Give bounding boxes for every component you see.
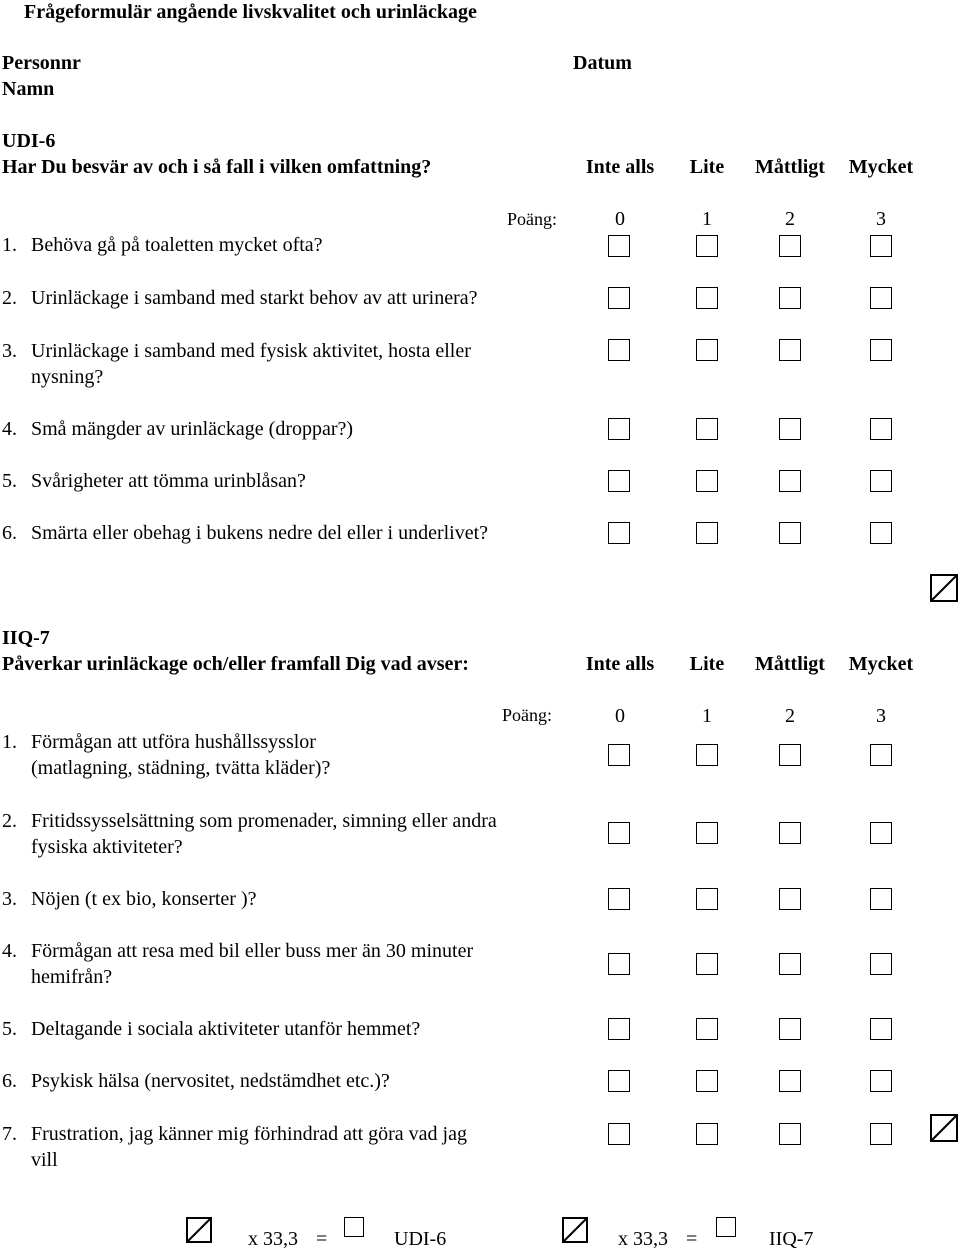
iiq-q3-checkbox-2[interactable] [779,888,801,910]
iiq-q6-checkbox-3[interactable] [870,1070,892,1092]
iiq-question: Påverkar urinläckage och/eller framfall Dig vad avser: [2,653,469,675]
udi-q4-checkbox-0[interactable] [608,418,630,440]
udi-q6-checkbox-0[interactable] [608,522,630,544]
udi-q5-checkbox-2[interactable] [779,470,801,492]
iiq-item-text: Fritidssysselsättning som promenader, simning eller andra [31,810,497,832]
udi-q3-checkbox-3[interactable] [870,339,892,361]
udi-q3-checkbox-2[interactable] [779,339,801,361]
udi-col-mycket: Mycket [848,156,914,178]
iiq-q6-checkbox-2[interactable] [779,1070,801,1092]
iiq-item-text: Deltagande i sociala aktiviteter utanför hemmet? [31,1018,421,1040]
iiq-q7-checkbox-3[interactable] [870,1123,892,1145]
iiq-q6-checkbox-1[interactable] [696,1070,718,1092]
iiq-sum-box[interactable] [930,1114,958,1142]
iiq-multiplier: x 33,3 [618,1228,668,1250]
iiq-item-number: 2. [2,810,17,832]
udi-q1-checkbox-1[interactable] [696,235,718,257]
iiq-q2-checkbox-1[interactable] [696,822,718,844]
iiq-col-inte-alls: Inte alls [585,653,655,675]
udi-item-text: Urinläckage i samband med fysisk aktivitet, hosta eller [31,340,471,362]
iiq-item-number: 7. [2,1123,17,1145]
udi-q5-checkbox-1[interactable] [696,470,718,492]
udi-item-number: 6. [2,522,17,544]
iiq-item-text-cont: (matlagning, städning, tvätta kläder)? [31,757,331,779]
iiq-q4-checkbox-3[interactable] [870,953,892,975]
iiq-q1-checkbox-2[interactable] [779,744,801,766]
iiq-point-3: 3 [876,705,886,727]
iiq-item-text: Frustration, jag känner mig förhindrad att göra vad jag [31,1123,467,1145]
iiq-point-1: 1 [702,705,712,727]
iiq-item-text: Nöjen (t ex bio, konserter )? [31,888,257,910]
udi-multiplier: x 33,3 [248,1228,298,1250]
udi-col-mattligt: Måttligt [755,156,825,178]
iiq-raw-box[interactable] [562,1217,588,1243]
udi-item-text: Urinläckage i samband med starkt behov av att urinera? [31,287,478,309]
iiq-q7-checkbox-1[interactable] [696,1123,718,1145]
iiq-equals: = [686,1228,698,1250]
iiq-item-text-cont: hemifrån? [31,966,113,988]
iiq-col-mycket: Mycket [848,653,914,675]
iiq-q4-checkbox-0[interactable] [608,953,630,975]
udi-q6-checkbox-3[interactable] [870,522,892,544]
udi-q1-checkbox-3[interactable] [870,235,892,257]
udi-item-text: Små mängder av urinläckage (droppar?) [31,418,354,440]
personnr-label: Personnr [2,52,81,74]
udi-question: Har Du besvär av och i så fall i vilken omfattning? [2,156,432,178]
udi-point-3: 3 [876,208,886,230]
udi-q3-checkbox-0[interactable] [608,339,630,361]
iiq-q1-checkbox-3[interactable] [870,744,892,766]
udi-q6-checkbox-2[interactable] [779,522,801,544]
udi-heading: UDI-6 [2,130,56,152]
iiq-item-text-cont: fysiska aktiviteter? [31,836,183,858]
iiq-item-number: 3. [2,888,17,910]
udi-q4-checkbox-1[interactable] [696,418,718,440]
iiq-points-label: Poäng: [502,705,553,725]
iiq-q3-checkbox-0[interactable] [608,888,630,910]
iiq-q5-checkbox-3[interactable] [870,1018,892,1040]
iiq-item-number: 1. [2,731,17,753]
udi-item-text: Behöva gå på toaletten mycket ofta? [31,234,323,256]
udi-points-label: Poäng: [507,209,558,229]
udi-q2-checkbox-3[interactable] [870,287,892,309]
iiq-q6-checkbox-0[interactable] [608,1070,630,1092]
datum-label: Datum [573,52,632,74]
udi-item-number: 2. [2,287,17,309]
iiq-item-text: Psykisk hälsa (nervositet, nedstämdhet etc.)? [31,1070,390,1092]
iiq-q7-checkbox-0[interactable] [608,1123,630,1145]
iiq-point-2: 2 [785,705,795,727]
iiq-q4-checkbox-2[interactable] [779,953,801,975]
udi-item-number: 3. [2,340,17,362]
udi-point-0: 0 [615,208,625,230]
udi-q2-checkbox-2[interactable] [779,287,801,309]
namn-label: Namn [2,78,55,100]
iiq-item-number: 5. [2,1018,17,1040]
iiq-item-text-cont: vill [31,1149,58,1171]
iiq-item-text: Förmågan att utföra hushållssysslor [31,731,316,753]
iiq-point-0: 0 [615,705,625,727]
udi-item-text-cont: nysning? [31,366,104,388]
iiq-score-label: IIQ-7 [769,1228,814,1250]
udi-point-1: 1 [702,208,712,230]
page-title: Frågeformulär angående livskvalitet och urinläckage [24,1,477,23]
iiq-q7-checkbox-2[interactable] [779,1123,801,1145]
udi-col-lite: Lite [689,156,725,178]
udi-q4-checkbox-3[interactable] [870,418,892,440]
udi-q1-checkbox-2[interactable] [779,235,801,257]
udi-q6-checkbox-1[interactable] [696,522,718,544]
iiq-item-number: 6. [2,1070,17,1092]
udi-point-2: 2 [785,208,795,230]
udi-sum-box[interactable] [930,574,958,602]
udi-item-number: 4. [2,418,17,440]
udi-equals: = [316,1228,328,1250]
udi-item-number: 5. [2,470,17,492]
iiq-q5-checkbox-1[interactable] [696,1018,718,1040]
udi-q5-checkbox-0[interactable] [608,470,630,492]
iiq-q5-checkbox-2[interactable] [779,1018,801,1040]
udi-item-number: 1. [2,234,17,256]
udi-item-text: Svårigheter att tömma urinblåsan? [31,470,306,492]
iiq-item-number: 4. [2,940,17,962]
udi-score-label: UDI-6 [394,1228,447,1250]
udi-q1-checkbox-0[interactable] [608,235,630,257]
udi-q2-checkbox-0[interactable] [608,287,630,309]
iiq-col-lite: Lite [689,653,725,675]
udi-q2-checkbox-1[interactable] [696,287,718,309]
iiq-q2-checkbox-3[interactable] [870,822,892,844]
iiq-item-text: Förmågan att resa med bil eller buss mer än 30 minuter [31,940,474,962]
iiq-q3-checkbox-1[interactable] [696,888,718,910]
iiq-q1-checkbox-1[interactable] [696,744,718,766]
iiq-q5-checkbox-0[interactable] [608,1018,630,1040]
iiq-score-box[interactable] [716,1217,736,1237]
udi-raw-box[interactable] [186,1217,212,1243]
udi-score-box[interactable] [344,1217,364,1237]
udi-q3-checkbox-1[interactable] [696,339,718,361]
iiq-q2-checkbox-2[interactable] [779,822,801,844]
iiq-col-mattligt: Måttligt [755,653,825,675]
iiq-heading: IIQ-7 [2,627,50,649]
iiq-q3-checkbox-3[interactable] [870,888,892,910]
iiq-q2-checkbox-0[interactable] [608,822,630,844]
udi-col-inte-alls: Inte alls [585,156,655,178]
udi-item-text: Smärta eller obehag i bukens nedre del eller i underlivet? [31,522,489,544]
udi-q4-checkbox-2[interactable] [779,418,801,440]
iiq-q4-checkbox-1[interactable] [696,953,718,975]
iiq-q1-checkbox-0[interactable] [608,744,630,766]
udi-q5-checkbox-3[interactable] [870,470,892,492]
